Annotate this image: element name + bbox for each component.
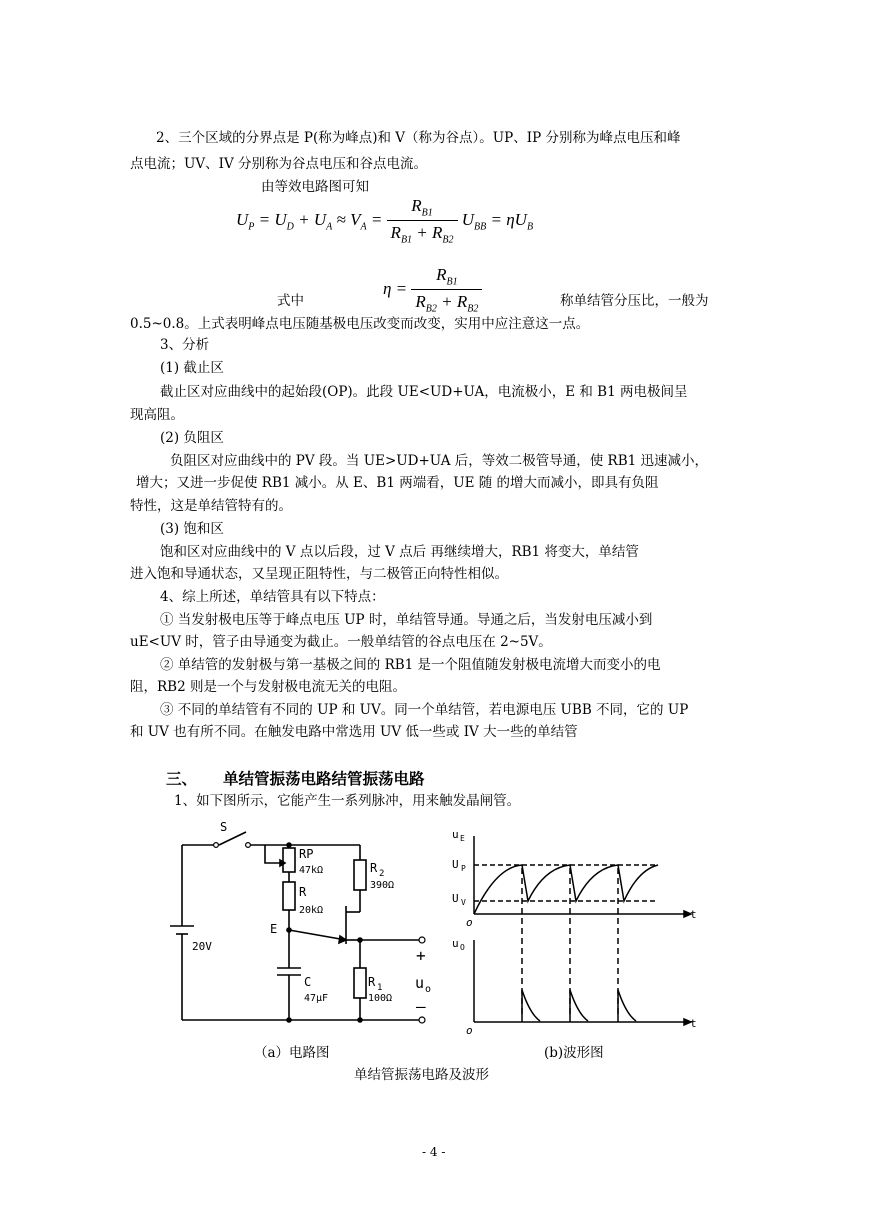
paragraph-line: 增大；又进一步促使 RB1 减小。从 E、B1 两端看，UE 随 的增大而减小，即具有负阻: [136, 475, 659, 491]
uo-subscript: o: [425, 984, 432, 995]
paragraph-line: 和 UV 也有所不同。在触发电路中常选用 UV 低一些或 IV 大一些的单结管: [130, 724, 578, 740]
c-label: C: [304, 975, 312, 989]
paragraph-line: 称单结管分压比，一般为: [560, 293, 709, 309]
r1-value: 100Ω: [368, 993, 393, 1004]
origin-label-top: o: [466, 916, 473, 929]
ue-subscript: E: [460, 834, 465, 843]
rp-label: RP: [299, 847, 314, 861]
paragraph-line: 阻，RB2 则是一个与发射极电流无关的电阻。: [130, 679, 406, 695]
paragraph-line: 由等效电路图可知: [261, 179, 369, 195]
paragraph-line: 现高阻。: [130, 407, 184, 423]
emitter-label: E: [270, 922, 278, 936]
r2-value: 390Ω: [370, 880, 395, 891]
r1-subscript: 1: [377, 983, 383, 993]
paragraph-line: 点电流；UV、IV 分别称为谷点电压和谷点电流。: [130, 156, 427, 172]
section-title: 单结管振荡电路结管振荡电路: [223, 769, 425, 788]
rp-value: 47kΩ: [299, 865, 324, 876]
r2-subscript: 2: [379, 869, 385, 879]
r-value: 20kΩ: [299, 905, 324, 916]
ue-label: u: [452, 828, 459, 841]
equation-peak-voltage: $U_P = U_D + U_A \approx V_A$ = $\frac{R_{B1}}{R_{B1} + R_{B2}}$ $U_{BB} = \eta U_B$: [236, 196, 534, 246]
paragraph-line: 截止区对应曲线中的起始段(OP)。此段 UE<UD+UA，电流极小，E 和 B1 两电极间呈: [160, 384, 688, 400]
c-value: 47μF: [304, 993, 329, 1004]
intro-line: 1、如下图所示，它能产生一系列脉冲，用来触发晶闸管。: [174, 793, 521, 809]
uo-wave-subscript: O: [460, 943, 465, 952]
paragraph-line: ② 单结管的发射极与第一基极之间的 RB1 是一个阻值随发射极电流增大而变小的电: [160, 657, 661, 673]
paragraph-line: ① 当发射极电压等于峰点电压 UP 时，单结管导通。导通之后，当发射电压减小到: [160, 612, 653, 628]
paragraph-line: 负阻区对应曲线中的 PV 段。当 UE>UD+UA 后，等效二极管导通，使 RB1 迅速减小，: [170, 453, 709, 469]
r1-label: R: [368, 975, 376, 989]
plus-sign: +: [416, 946, 426, 965]
equation-eta: η = $\frac{R_{B1}}{R_{B2} + R_{B2}}$: [383, 265, 482, 315]
source-label: 20V: [192, 940, 212, 953]
origin-label-bottom: o: [466, 1024, 473, 1037]
paragraph-line: (2) 负阻区: [160, 430, 224, 446]
page-number: - 4 -: [422, 1145, 446, 1159]
section-number: 三、: [166, 769, 198, 788]
up-label: U: [452, 858, 459, 871]
uv-label: U: [452, 892, 459, 905]
up-subscript: P: [461, 864, 466, 873]
r-label: R: [299, 885, 307, 899]
circuit-diagram: [150, 818, 440, 1033]
paragraph-line: (1) 截止区: [160, 360, 224, 376]
t-axis-label-top: t: [690, 908, 697, 921]
switch-label: S: [220, 820, 228, 834]
minus-sign: –: [416, 997, 426, 1016]
uo-label: u: [415, 974, 425, 992]
uv-subscript: V: [461, 898, 466, 907]
figure-caption: 单结管振荡电路及波形: [354, 1067, 489, 1083]
paragraph-line: 4、综上所述，单结管具有以下特点：: [160, 589, 385, 605]
caption-a: （a）电路图: [254, 1045, 330, 1061]
paragraph-line: 0.5~0.8。上式表明峰点电压随基极电压改变而改变，实用中应注意这一点。: [130, 316, 590, 332]
paragraph-line: ③ 不同的单结管有不同的 UP 和 UV。同一个单结管，若电源电压 UBB 不同，它的 UP: [160, 702, 689, 718]
caption-b: (b)波形图: [544, 1045, 604, 1061]
paragraph-line: uE<UV 时，管子由导通变为截止。一般单结管的谷点电压在 2~5V。: [130, 634, 552, 650]
waveform-diagram: [448, 822, 703, 1037]
uo-wave-label: u: [452, 937, 459, 950]
paragraph-line: 进入饱和导通状态，又呈现正阻特性，与二极管正向特性相似。: [130, 566, 508, 582]
paragraph-line: 3、分析: [160, 337, 210, 353]
paragraph-line: (3) 饱和区: [160, 521, 224, 537]
t-axis-label-bottom: t: [690, 1017, 697, 1030]
paragraph-line: 式中: [277, 293, 304, 309]
r2-label: R: [370, 861, 378, 875]
paragraph-line: 2、三个区域的分界点是 P(称为峰点)和 V（称为谷点）。UP、IP 分别称为峰点电压和峰: [156, 130, 681, 146]
paragraph-line: 饱和区对应曲线中的 V 点以后段，过 V 点后 再继续增大，RB1 将变大，单结管: [160, 544, 639, 560]
paragraph-line: 特性，这是单结管特有的。: [130, 498, 292, 514]
